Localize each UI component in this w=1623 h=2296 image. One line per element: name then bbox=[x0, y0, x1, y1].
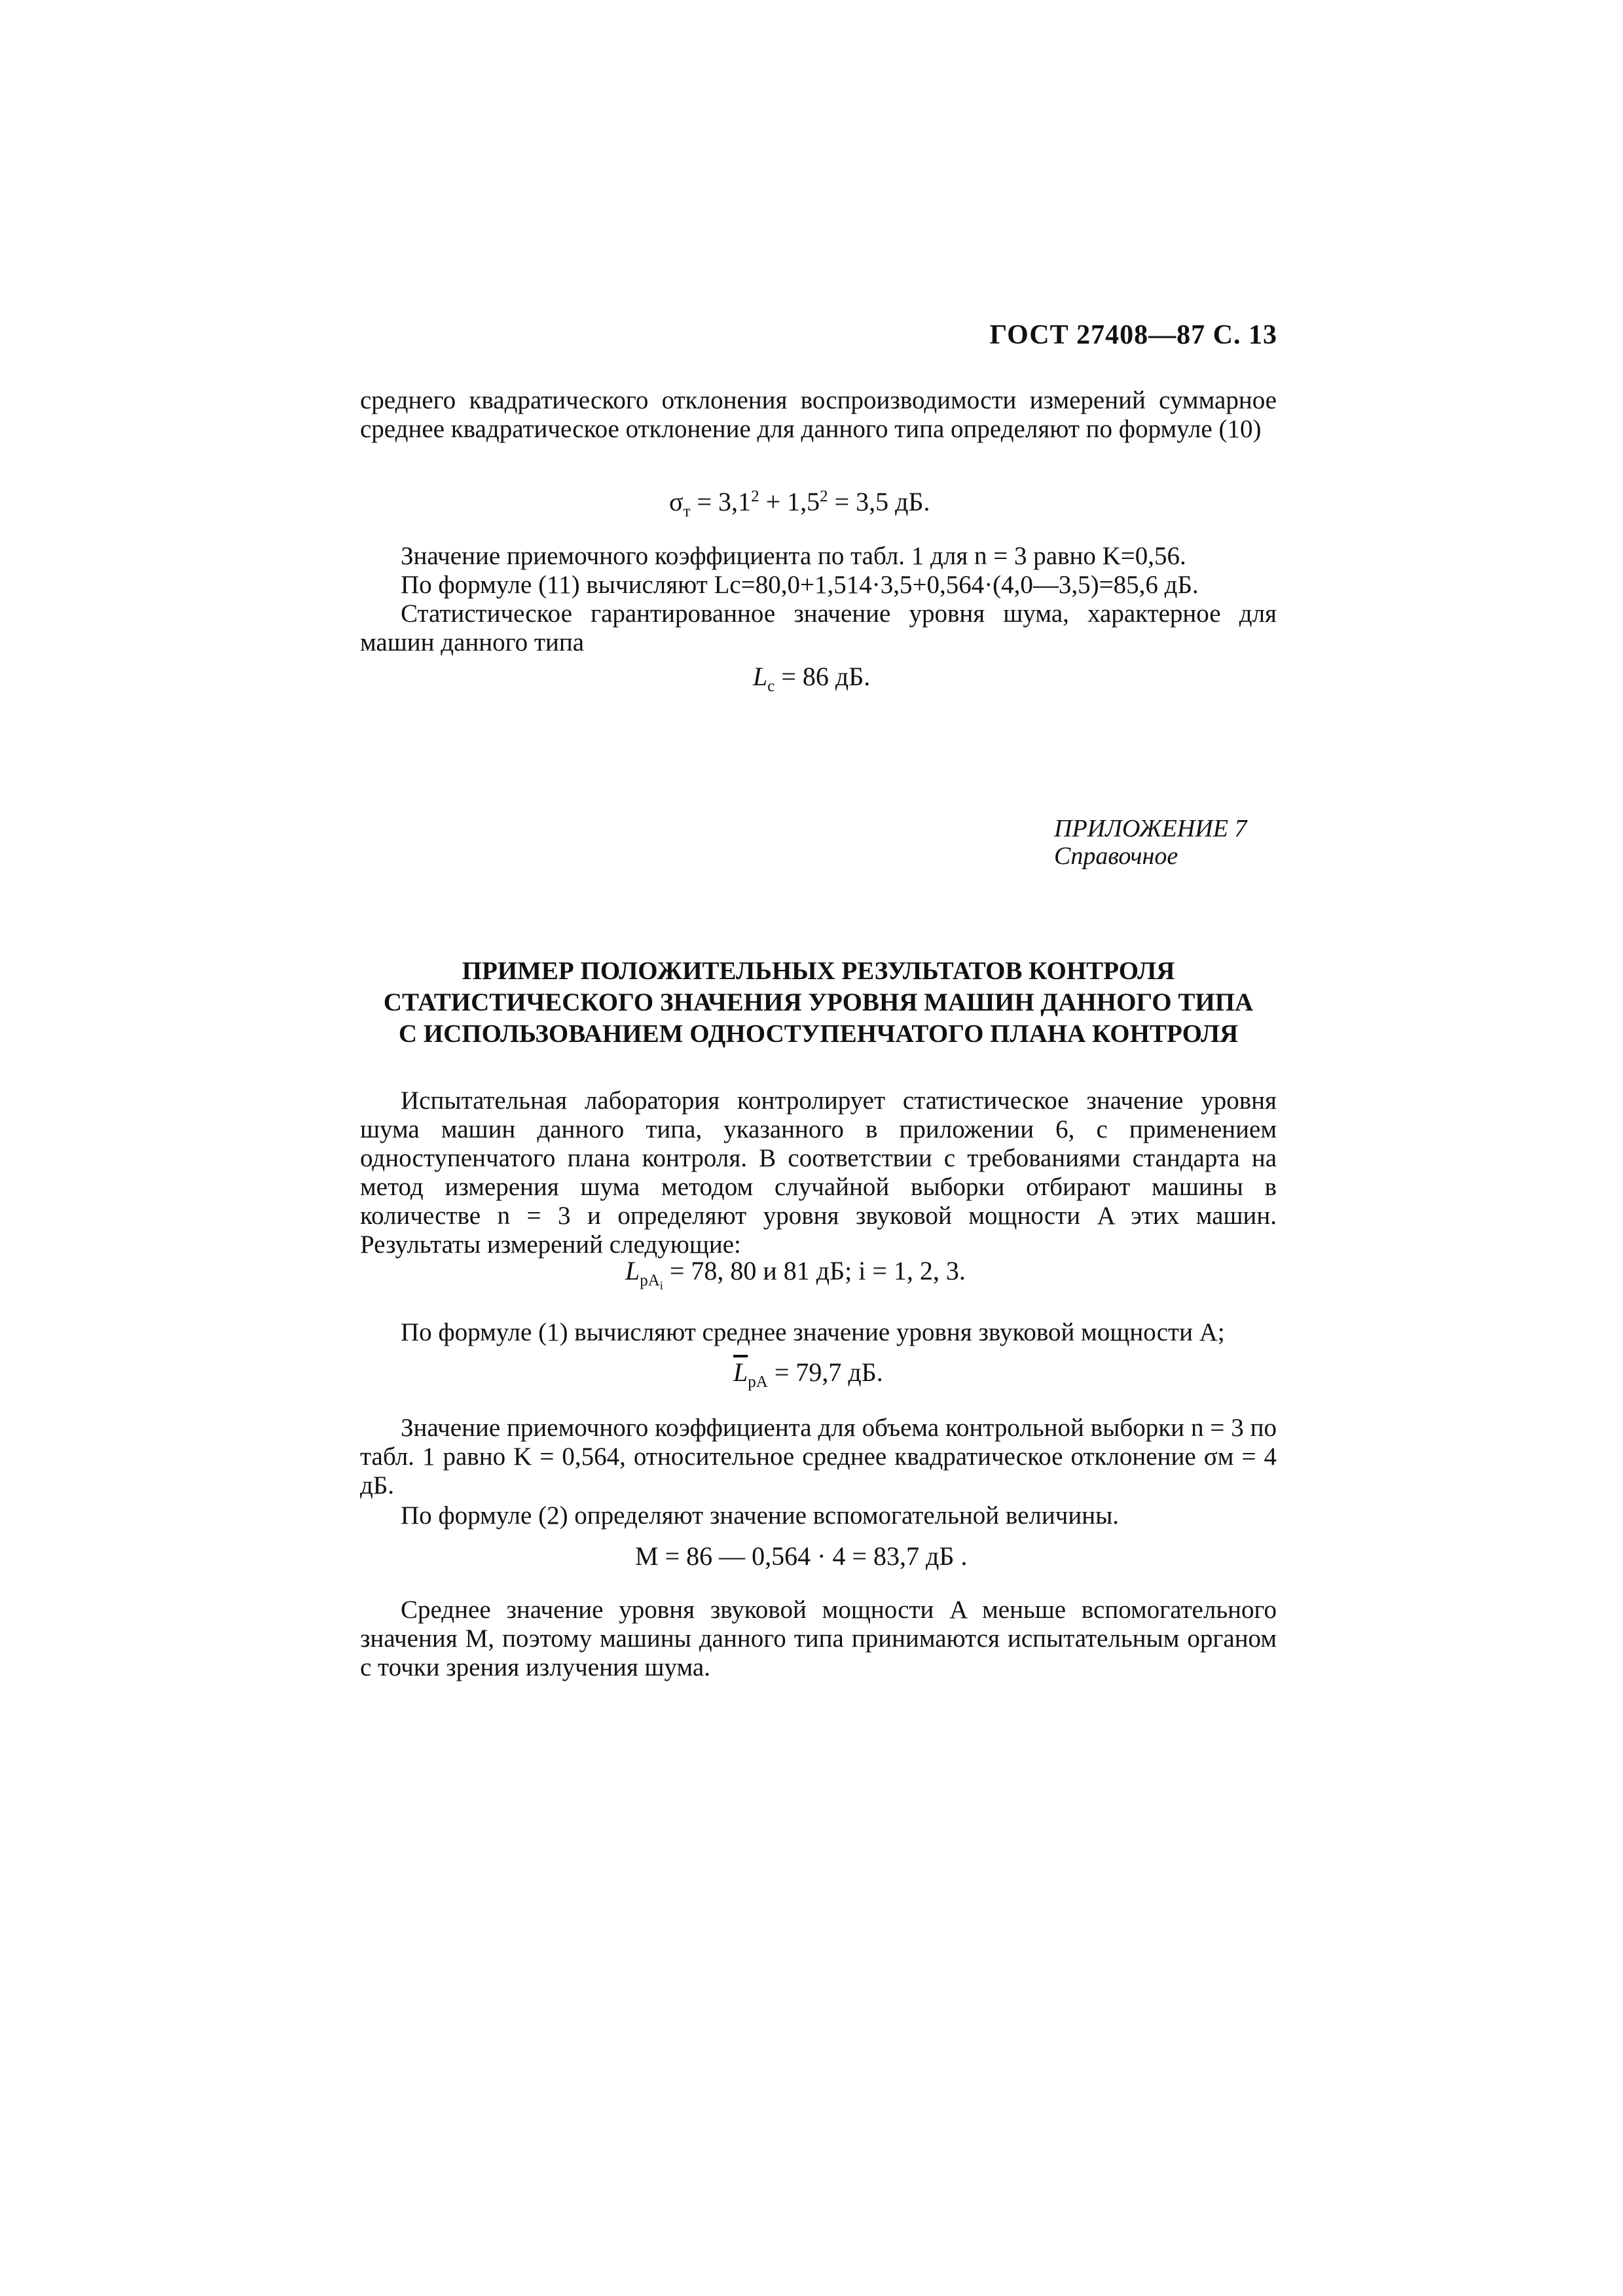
conclusion-paragraph bbox=[360, 1596, 1277, 1682]
appendix-label bbox=[1054, 815, 1247, 870]
paragraph-text: Значение приемочного коэффициента для объема контрольной выборки n = 3 по табл. 1 равно K = 0,564, относительное среднее квадратическое отклонение σм = 4 дБ. bbox=[360, 1414, 1277, 1499]
appendix-type: Справочное bbox=[1054, 842, 1178, 870]
paragraph-text: По формуле (2) определяют значение вспомогательной величины. bbox=[401, 1501, 1120, 1530]
formula-sigma-total: $\sigma_т = 3,1^2 + 1,5^2 = 3,5$ дБ. bbox=[669, 487, 930, 520]
page-header: ГОСТ 27408—87 С. 13 bbox=[989, 320, 1277, 350]
formula-m: M = 86 — 0,564 · 4 = 83,7 дБ . bbox=[635, 1541, 968, 1571]
intro-paragraph bbox=[360, 386, 1277, 444]
k-value-line: Значение приемочного коэффициента по табл. 1 для n = 3 равно K=0,56. bbox=[401, 542, 1186, 570]
section-title bbox=[295, 956, 1342, 1050]
title-line: С ИСПОЛЬЗОВАНИЕМ ОДНОСТУПЕНЧАТОГО ПЛАНА КОНТРОЛЯ bbox=[398, 1020, 1239, 1048]
appendix-number: ПРИЛОЖЕНИЕ 7 bbox=[1054, 815, 1247, 842]
stat-paragraph: Статистическое гарантированное значение уровня шума, характерное для машин данного типа bbox=[360, 600, 1277, 656]
mean-paragraph bbox=[360, 1318, 1277, 1347]
paragraph-text: По формуле (1) вычисляют среднее значение уровня звуковой мощности A; bbox=[401, 1318, 1225, 1346]
aux-paragraph bbox=[360, 1501, 1277, 1530]
paragraph-text: среднего квадратического отклонения воспроизводимости измерений суммарное среднее квадратическое отклонение для данного типа определяют по формуле (10) bbox=[360, 386, 1277, 443]
k-and-lc-block bbox=[360, 542, 1277, 657]
title-line: СТАТИСТИЧЕСКОГО ЗНАЧЕНИЯ УРОВНЯ МАШИН ДАННОГО ТИПА bbox=[383, 988, 1254, 1016]
coef-paragraph bbox=[360, 1414, 1277, 1500]
formula-measurements: $L_{pA_i} = 78$, 80 и 81 дБ; i = 1, 2, 3. bbox=[625, 1256, 966, 1292]
paragraph-text: Испытательная лаборатория контролирует статистическое значение уровня шума машин данного типа, указанного в приложении 6, с применением одноступенчатого плана контроля. В соответствии с требованиями стандарта на метод измерения шума методом случайной выборки отбирают машины в количестве n = 3 и определяют уровня звуковой мощности A этих машин. Результаты измерений следующие: bbox=[360, 1086, 1277, 1259]
formula-lc: $L_с = 86$ дБ. bbox=[753, 662, 871, 695]
paragraph-text: Среднее значение уровня звуковой мощности A меньше вспомогательного значения M, поэтому машины данного типа принимаются испытательным органом с точки зрения излучения шума. bbox=[360, 1596, 1277, 1681]
lab-paragraph bbox=[360, 1086, 1277, 1259]
lc-calc-line: По формуле (11) вычисляют Lc=80,0+1,514·3,5+0,564·(4,0—3,5)=85,6 дБ. bbox=[401, 571, 1199, 599]
title-line: ПРИМЕР ПОЛОЖИТЕЛЬНЫХ РЕЗУЛЬТАТОВ КОНТРОЛЯ bbox=[462, 957, 1175, 985]
formula-mean: $\overline{L}_{pA} = 79,7$ дБ. bbox=[733, 1357, 883, 1391]
